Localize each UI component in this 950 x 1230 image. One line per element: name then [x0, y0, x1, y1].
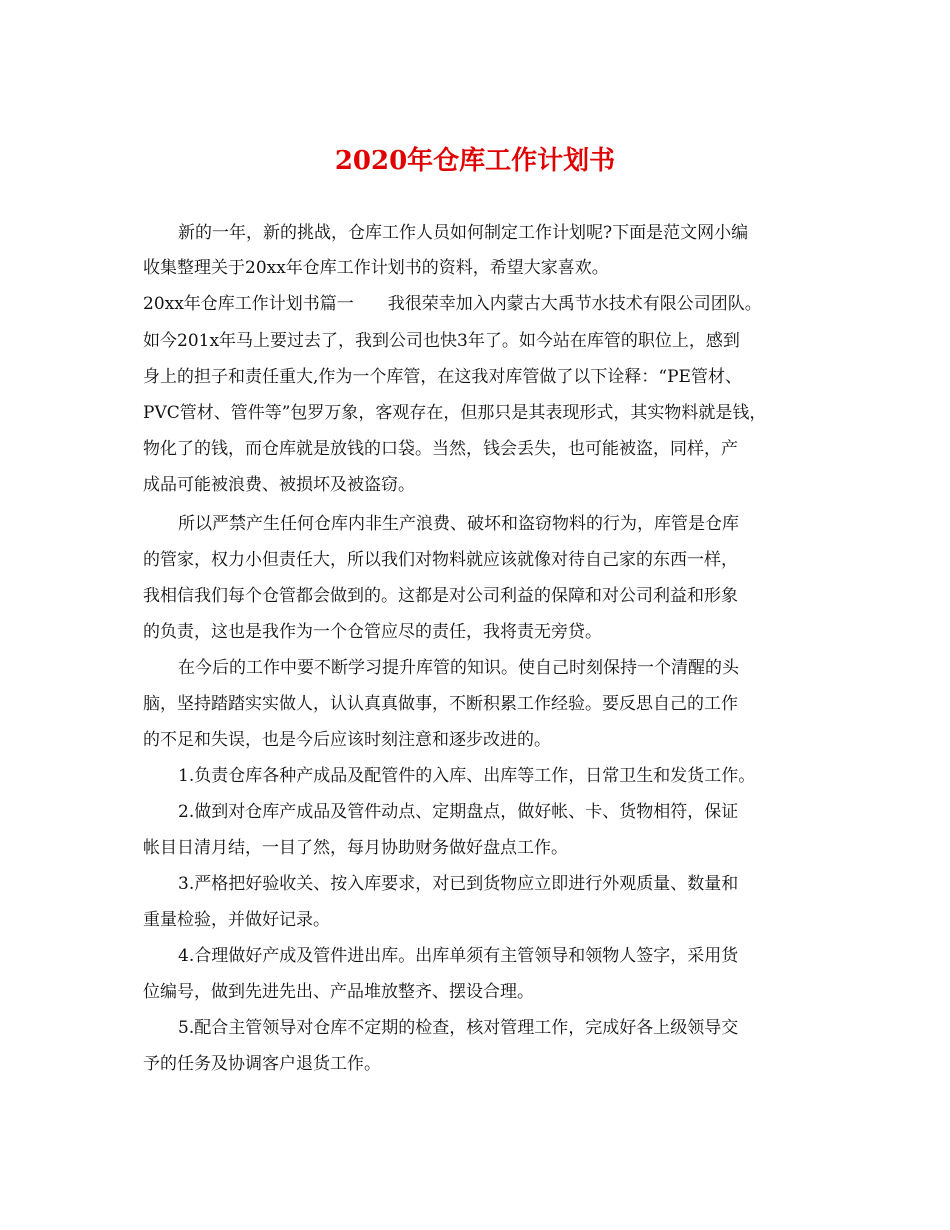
text-line: 在今后的工作中要不断学习提升库管的知识。使自己时刻保持一个清醒的头 — [178, 658, 739, 678]
text-line: 成品可能被浪费、被损坏及被盗窃。 — [143, 475, 415, 495]
text-line: 位编号，做到先进先出、产品堆放整齐、摆设合理。 — [143, 982, 534, 1002]
text-line: 帐目日清月结，一目了然，每月协助财务做好盘点工作。 — [143, 838, 568, 858]
text-line: 所以严禁产生任何仓库内非生产浪费、破坏和盗窃物料的行为，库管是仓库 — [178, 514, 739, 534]
text-line: 身上的担子和责任重大,作为一个库管，在这我对库管做了以下诠释：“PE管材、 — [143, 367, 742, 387]
text-line: 收集整理关于20xx年仓库工作计划书的资料，希望大家喜欢。 — [143, 258, 609, 278]
text-line: 予的任务及协调客户退货工作。 — [143, 1054, 381, 1074]
text-line: 物化了的钱，而仓库就是放钱的口袋。当然，钱会丢失，也可能被盗，同样，产 — [143, 439, 738, 459]
text-line: 的不足和失误，也是今后应该时刻注意和逐步改进的。 — [143, 730, 551, 750]
text-line: 脑，坚持踏踏实实做人，认认真真做事，不断积累工作经验。要反思自己的工作 — [143, 694, 738, 714]
text-line: 重量检验，并做好记录。 — [143, 910, 330, 930]
text-line: 新的一年，新的挑战，仓库工作人员如何制定工作计划呢?下面是范文网小编 — [178, 223, 749, 243]
text-line: 的管家，权力小但责任大，所以我们对物料就应该就像对待自己家的东西一样， — [143, 550, 738, 570]
list-item: 1.负责仓库各种产成品及配管件的入库、出库等工作，日常卫生和发货工作。 — [178, 766, 756, 786]
list-item: 2.做到对仓库产成品及管件动点、定期盘点，做好帐、卡、货物相符，保证 — [178, 802, 739, 822]
text-line: 我相信我们每个仓管都会做到的。这都是对公司利益的保障和对公司利益和形象 — [143, 586, 738, 606]
text-line: PVC管材、管件等”包罗万象，客观存在，但那只是其表现形式，其实物料就是钱， — [143, 403, 767, 423]
list-item: 5.配合主管领导对仓库不定期的检查，核对管理工作，完成好各上级领导交 — [178, 1018, 739, 1038]
text-line: 如今201x年马上要过去了，我到公司也快3年了。如今站在库管的职位上，感到 — [143, 331, 740, 351]
text-line: 的负责，这也是我作为一个仓管应尽的责任，我将责无旁贷。 — [143, 622, 602, 642]
list-item: 4.合理做好产成及管件进出库。出库单须有主管领导和领物人签字，采用货 — [178, 946, 739, 966]
text-line: 20xx年仓库工作计划书篇一 我很荣幸加入内蒙古大禹节水技术有限公司团队。 — [143, 294, 762, 314]
list-item: 3.严格把好验收关、按入库要求，对已到货物应立即进行外观质量、数量和 — [178, 874, 739, 894]
page-title: 2020年仓库工作计划书 — [334, 146, 616, 176]
